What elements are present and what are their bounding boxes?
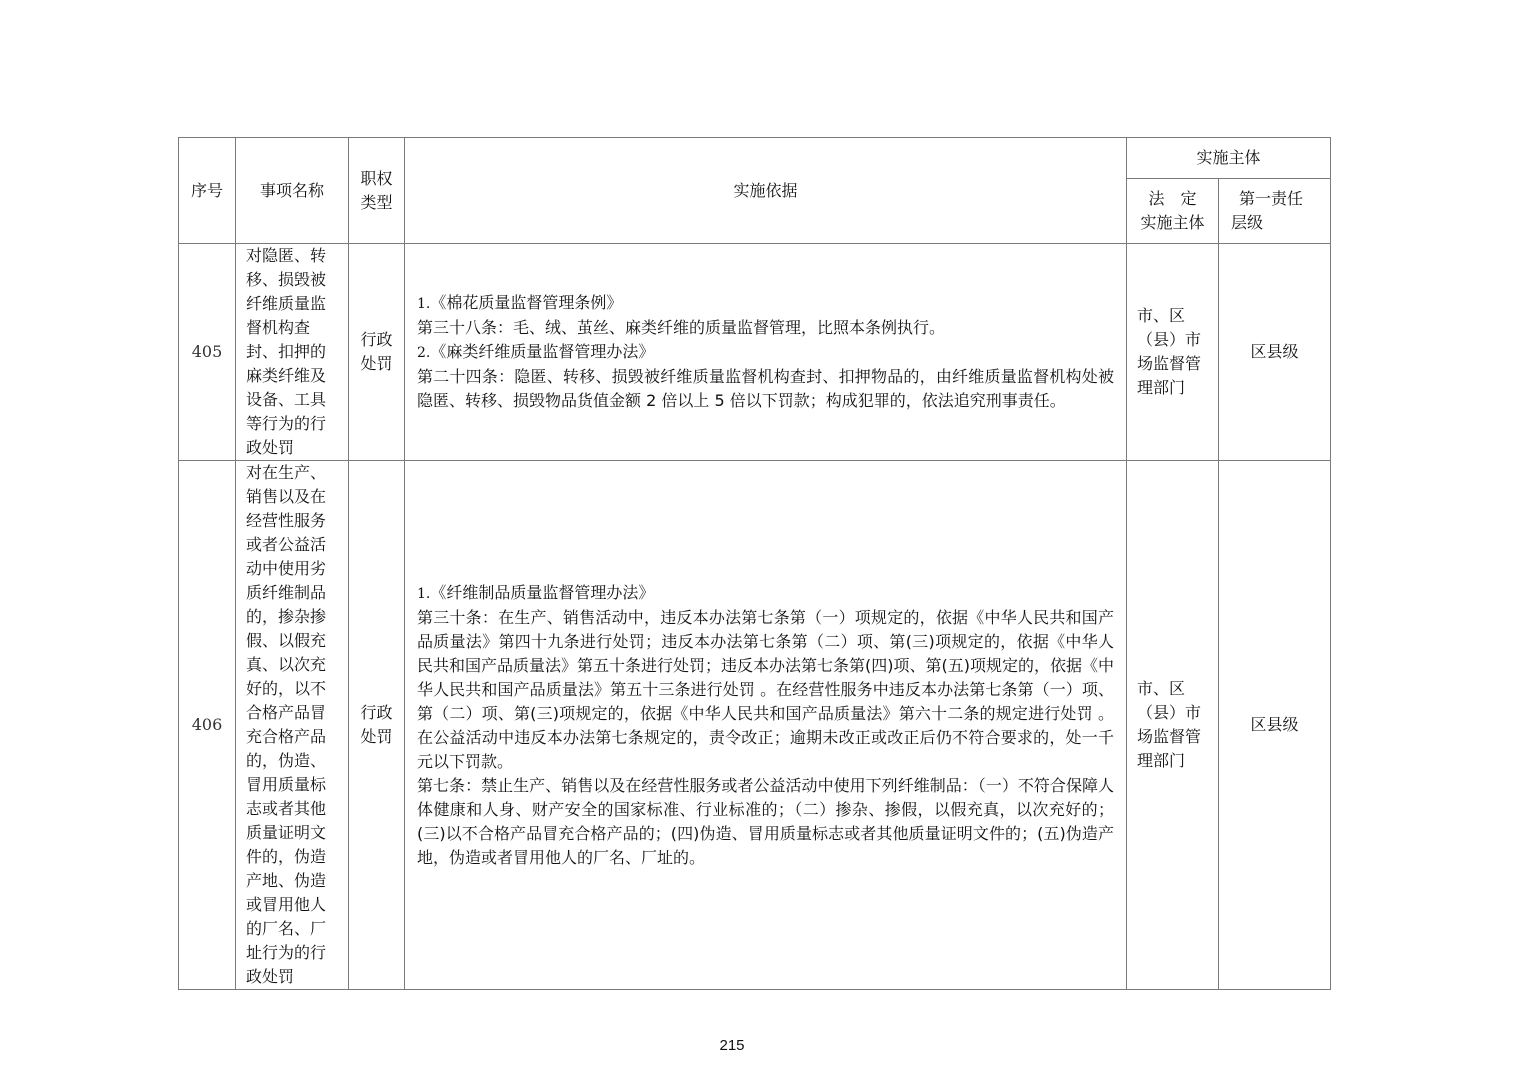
basis-line (417, 581, 1114, 606)
header-legal-subject (1127, 179, 1219, 244)
table-row (179, 244, 1331, 461)
basis-line-text: 第三十条：在生产、销售活动中，违反本办法第七条第（一）项规定的，依据《中华人民共和国产品质量法》第四十九条进行处罚；违反本办法第七条第（二）项、第(三)项规定的，依据《中华人民共和国产品质量法》第五十条进行处罚；违反本办法第七条第(四)项、第(五)项规定的，依据《中华人民共和国产品质量法》第五十三条进行处罚 。在经营性服务中违反本办法第七条第（一）项、第（二）项、第(三)项规定的，依据《中华人民共和国产品质量法》第六十二条的规定进行处罚 。在公益活动中违反本办法第七条规定的，责令改正；逾期未改正或改正后仍不符合要求的，处一千元以下罚款。 (417, 607, 1114, 771)
row-first-level: 区县级 (1219, 244, 1331, 461)
basis-line-text: 《麻类纤维质量监督管理办法》 (430, 342, 655, 361)
row-power-type-line1: 行政 (360, 330, 393, 349)
row-item-name: 对在生产、销售以及在经营性服务或者公益活动中使用劣质纤维制品的，掺杂掺假、以假充真、以次充好的，以不合格产品冒充合格产品的，伪造、冒用质量标志或者其他质量证明文件的，伪造产地、伪造或冒用他人的厂名、厂址行为的行政处罚 (236, 461, 349, 990)
row-legal-subject: 市、区（县）市场监督管理部门 (1127, 244, 1219, 461)
row-power-type (349, 461, 405, 990)
basis-line (417, 340, 1114, 365)
header-power-type-line2: 类型 (360, 192, 393, 212)
header-implementer: 实施主体 (1127, 138, 1331, 179)
page-number: 215 (719, 1037, 745, 1054)
header-power-type-line1: 职权 (360, 168, 393, 188)
basis-line (417, 606, 1114, 774)
header-legal-line2: 实施主体 (1140, 213, 1205, 232)
header-power-type (349, 138, 405, 244)
basis-line-number: 1. (417, 585, 431, 602)
row-item-name: 对隐匿、转移、损毁被纤维质量监督机构查封、扣押的麻类纤维及设备、工具等行为的行政处罚 (236, 244, 349, 461)
row-power-type-line2: 处罚 (360, 727, 393, 746)
basis-line (417, 316, 1114, 340)
row-power-type-line1: 行政 (360, 703, 393, 722)
header-seq: 序号 (179, 138, 236, 244)
basis-line-text: 第三十八条：毛、绒、茧丝、麻类纤维的质量监督管理，比照本条例执行。 (417, 318, 946, 337)
header-legal-line1: 法 定 (1148, 189, 1197, 208)
row-seq: 405 (179, 244, 236, 461)
basis-line-number: 2. (417, 345, 431, 361)
row-basis (405, 244, 1127, 461)
basis-line-number: 1. (417, 296, 431, 312)
basis-line-text: 第二十四条：隐匿、转移、损毁被纤维质量监督机构查封、扣押物品的，由纤维质量监督机构处被隐匿、转移、损毁物品货值金额 2 倍以上 5 倍以下罚款；构成犯罪的，依法追究刑事责任。 (417, 367, 1114, 410)
row-first-level: 区县级 (1219, 461, 1331, 990)
basis-line (417, 774, 1114, 870)
row-power-type (349, 244, 405, 461)
basis-line (417, 291, 1114, 316)
basis-line-text: 第七条：禁止生产、销售以及在经营性服务或者公益活动中使用下列纤维制品：（一）不符合保障人体健康和人身、财产安全的国家标准、行业标准的；（二）掺杂、掺假，以假充真，以次充好的；(三)以不合格产品冒充合格产品的；(四)伪造、冒用质量标志或者其他质量证明文件的；(五)伪造产地，伪造或者冒用他人的厂名、厂址的。 (417, 775, 1114, 867)
row-seq: 406 (179, 461, 236, 990)
row-basis (405, 461, 1127, 990)
table-row (179, 461, 1331, 990)
header-item-name: 事项名称 (236, 138, 349, 244)
header-level-line1: 第一责任 (1239, 189, 1304, 208)
row-power-type-line2: 处罚 (360, 354, 393, 373)
matters-table (178, 137, 1331, 990)
header-first-level (1219, 179, 1331, 244)
row-legal-subject: 市、区（县）市场监督管理部门 (1127, 461, 1219, 990)
basis-line-text: 《纤维制品质量监督管理办法》 (430, 582, 655, 602)
basis-line (417, 365, 1114, 413)
basis-line-text: 《棉花质量监督管理条例》 (430, 293, 623, 312)
header-level-line2: 层级 (1231, 213, 1264, 232)
header-basis: 实施依据 (405, 138, 1127, 244)
